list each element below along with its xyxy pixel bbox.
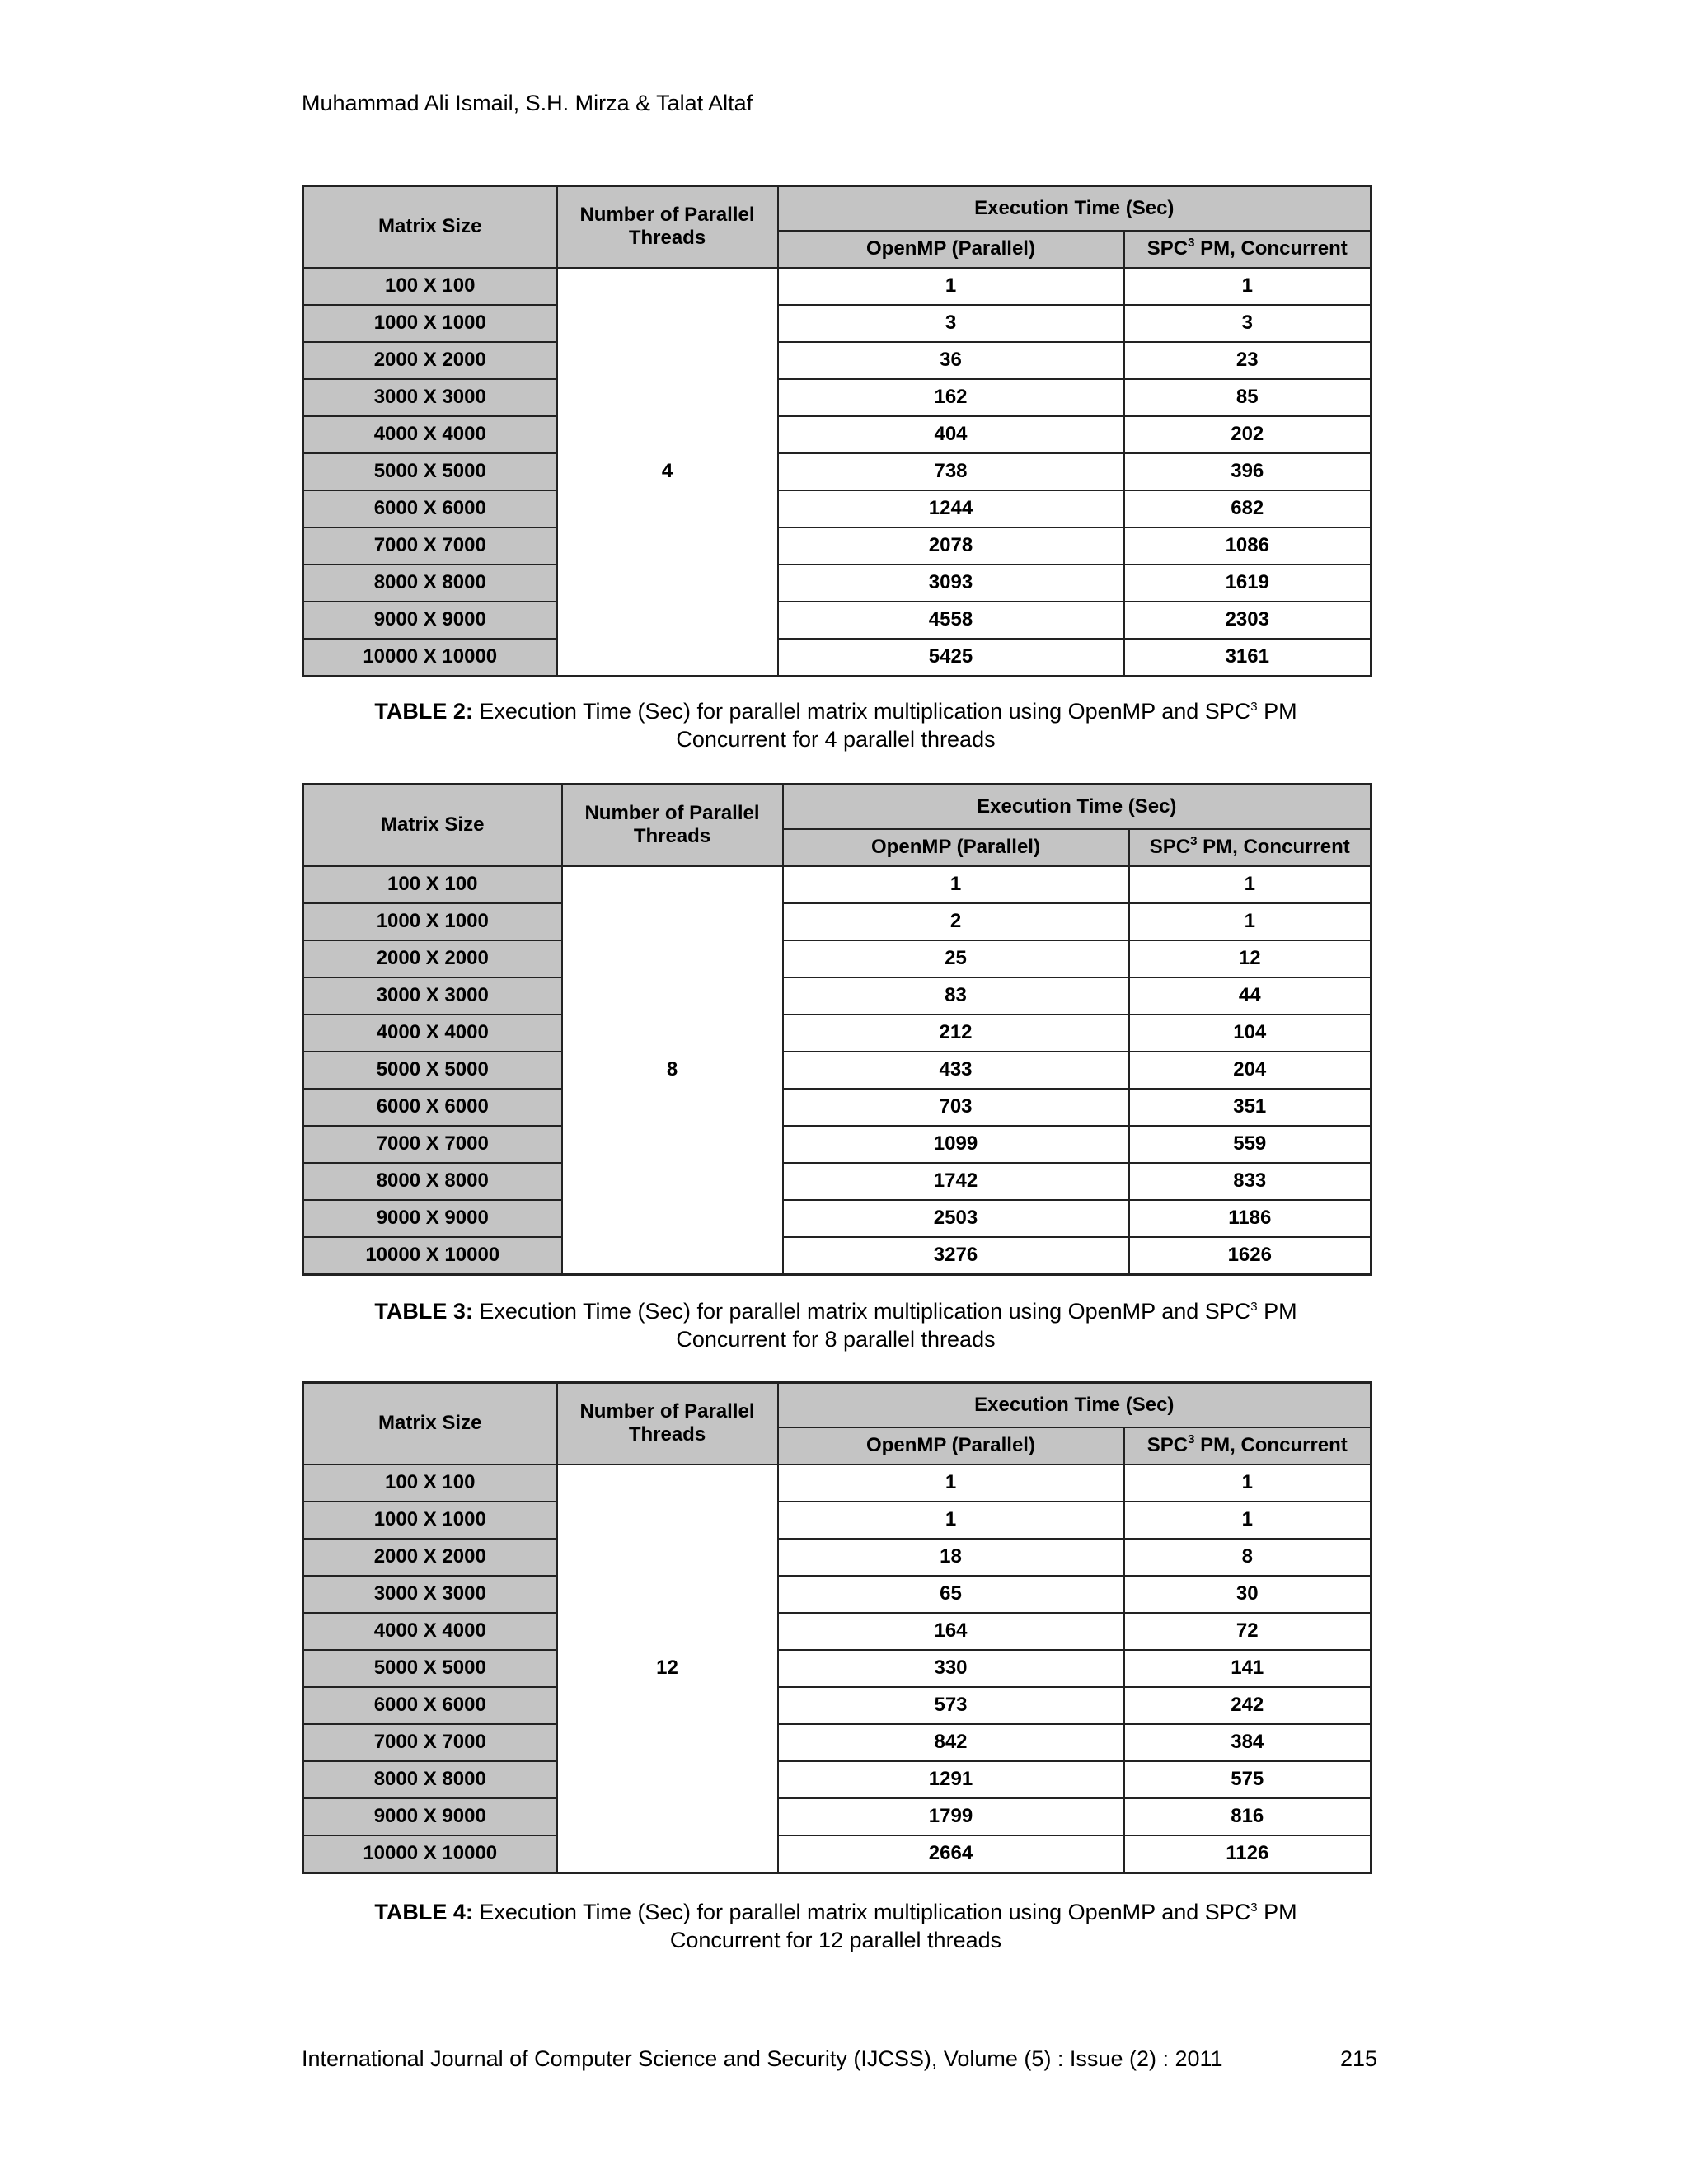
col-header-spc: SPC$^3$ PM, Concurrent xyxy=(1124,231,1372,268)
cell-matrix-size: 6000 X 6000 xyxy=(303,1089,562,1126)
cell-matrix-size: 6000 X 6000 xyxy=(303,1687,557,1724)
running-head: Muhammad Ali Ismail, S.H. Mirza & Talat Altaf xyxy=(302,91,753,115)
table-4-caption: TABLE 4: Execution Time (Sec) for parallel matrix multiplication using OpenMP and SPC$^3$ PM Concurrent for 12 parallel threads xyxy=(374,1900,1297,1952)
cell-openmp-time: 162 xyxy=(778,379,1124,416)
cell-openmp-time: 433 xyxy=(783,1052,1129,1089)
table-3-caption: TABLE 3: Execution Time (Sec) for parallel matrix multiplication using OpenMP and SPC$^3$ PM Concurrent for 8 parallel threads xyxy=(374,1299,1297,1352)
table-row xyxy=(303,527,1372,565)
cell-openmp-time: 703 xyxy=(783,1089,1129,1126)
cell-openmp-time: 1244 xyxy=(778,490,1124,527)
cell-matrix-size: 9000 X 9000 xyxy=(303,602,557,639)
table-row xyxy=(303,1539,1372,1576)
cell-spc-time: 682 xyxy=(1124,490,1372,527)
cell-openmp-time: 2 xyxy=(783,903,1129,940)
col-header-threads: Number of Parallel Threads xyxy=(562,785,783,866)
table-row xyxy=(303,639,1372,677)
cell-openmp-time: 1 xyxy=(778,1465,1124,1502)
cell-openmp-time: 164 xyxy=(778,1613,1124,1650)
cell-spc-time: 833 xyxy=(1129,1163,1372,1200)
cell-openmp-time: 83 xyxy=(783,977,1129,1015)
table-row xyxy=(303,1650,1372,1687)
cell-openmp-time: 3276 xyxy=(783,1237,1129,1275)
cell-spc-time: 1 xyxy=(1129,866,1372,903)
table-2-caption: TABLE 2: Execution Time (Sec) for parallel matrix multiplication using OpenMP and SPC$^3$ PM Concurrent for 4 parallel threads xyxy=(374,699,1297,752)
cell-spc-time: 44 xyxy=(1129,977,1372,1015)
cell-openmp-time: 212 xyxy=(783,1015,1129,1052)
table-row xyxy=(303,565,1372,602)
table-4 xyxy=(302,1381,1370,1874)
col-header-matrix-size: Matrix Size xyxy=(303,1383,557,1465)
table-row xyxy=(303,416,1372,453)
cell-openmp-time: 573 xyxy=(778,1687,1124,1724)
cell-spc-time: 202 xyxy=(1124,416,1372,453)
cell-matrix-size: 7000 X 7000 xyxy=(303,1126,562,1163)
cell-spc-time: 351 xyxy=(1129,1089,1372,1126)
cell-spc-time: 396 xyxy=(1124,453,1372,490)
col-header-threads: Number of Parallel Threads xyxy=(557,186,778,268)
cell-openmp-time: 1099 xyxy=(783,1126,1129,1163)
col-header-exec-time: Execution Time (Sec) xyxy=(783,785,1372,829)
cell-openmp-time: 36 xyxy=(778,342,1124,379)
cell-matrix-size: 4000 X 4000 xyxy=(303,1613,557,1650)
results-table xyxy=(302,185,1372,677)
table-row xyxy=(303,1687,1372,1724)
cell-thread-count: 4 xyxy=(557,268,778,677)
cell-spc-time: 85 xyxy=(1124,379,1372,416)
cell-spc-time: 1 xyxy=(1124,1465,1372,1502)
col-header-threads: Number of Parallel Threads xyxy=(557,1383,778,1465)
cell-matrix-size: 7000 X 7000 xyxy=(303,1724,557,1761)
table-row xyxy=(303,1015,1372,1052)
table-row xyxy=(303,977,1372,1015)
col-header-exec-time: Execution Time (Sec) xyxy=(778,186,1372,231)
cell-matrix-size: 7000 X 7000 xyxy=(303,527,557,565)
table-row xyxy=(303,1576,1372,1613)
cell-matrix-size: 1000 X 1000 xyxy=(303,305,557,342)
cell-openmp-time: 404 xyxy=(778,416,1124,453)
table-row xyxy=(303,1613,1372,1650)
table-row xyxy=(303,903,1372,940)
cell-matrix-size: 9000 X 9000 xyxy=(303,1798,557,1835)
cell-matrix-size: 6000 X 6000 xyxy=(303,490,557,527)
journal-footer: International Journal of Computer Science and Security (IJCSS), Volume (5) : Issue (2) : 2011 xyxy=(302,2046,1223,2071)
results-table xyxy=(302,783,1372,1276)
col-header-exec-time: Execution Time (Sec) xyxy=(778,1383,1372,1427)
col-header-matrix-size: Matrix Size xyxy=(303,785,562,866)
col-header-openmp: OpenMP (Parallel) xyxy=(778,231,1124,268)
col-header-matrix-size: Matrix Size xyxy=(303,186,557,268)
cell-openmp-time: 1291 xyxy=(778,1761,1124,1798)
cell-openmp-time: 1799 xyxy=(778,1798,1124,1835)
cell-openmp-time: 3093 xyxy=(778,565,1124,602)
cell-spc-time: 1186 xyxy=(1129,1200,1372,1237)
cell-spc-time: 1626 xyxy=(1129,1237,1372,1275)
table-row xyxy=(303,866,1372,903)
cell-matrix-size: 5000 X 5000 xyxy=(303,1650,557,1687)
table-row xyxy=(303,602,1372,639)
cell-spc-time: 2303 xyxy=(1124,602,1372,639)
cell-matrix-size: 100 X 100 xyxy=(303,866,562,903)
cell-spc-time: 1619 xyxy=(1124,565,1372,602)
table-row xyxy=(303,1724,1372,1761)
cell-spc-time: 30 xyxy=(1124,1576,1372,1613)
table-row xyxy=(303,379,1372,416)
col-header-openmp: OpenMP (Parallel) xyxy=(778,1427,1124,1465)
table-row xyxy=(303,1835,1372,1873)
cell-matrix-size: 2000 X 2000 xyxy=(303,342,557,379)
cell-spc-time: 23 xyxy=(1124,342,1372,379)
cell-matrix-size: 9000 X 9000 xyxy=(303,1200,562,1237)
cell-matrix-size: 1000 X 1000 xyxy=(303,903,562,940)
table-3 xyxy=(302,783,1370,1276)
table-body xyxy=(303,1465,1372,1873)
table-row xyxy=(303,268,1372,305)
cell-openmp-time: 2078 xyxy=(778,527,1124,565)
cell-spc-time: 1 xyxy=(1124,268,1372,305)
cell-thread-count: 12 xyxy=(557,1465,778,1873)
cell-openmp-time: 18 xyxy=(778,1539,1124,1576)
cell-matrix-size: 2000 X 2000 xyxy=(303,940,562,977)
cell-spc-time: 3161 xyxy=(1124,639,1372,677)
cell-spc-time: 1086 xyxy=(1124,527,1372,565)
col-header-spc: SPC$^3$ PM, Concurrent xyxy=(1129,829,1372,866)
table-body xyxy=(303,268,1372,677)
cell-openmp-time: 738 xyxy=(778,453,1124,490)
cell-matrix-size: 8000 X 8000 xyxy=(303,1761,557,1798)
table-row xyxy=(303,940,1372,977)
cell-matrix-size: 3000 X 3000 xyxy=(303,977,562,1015)
cell-openmp-time: 842 xyxy=(778,1724,1124,1761)
cell-spc-time: 204 xyxy=(1129,1052,1372,1089)
cell-openmp-time: 2503 xyxy=(783,1200,1129,1237)
cell-openmp-time: 65 xyxy=(778,1576,1124,1613)
cell-openmp-time: 330 xyxy=(778,1650,1124,1687)
col-header-openmp: OpenMP (Parallel) xyxy=(783,829,1129,866)
cell-matrix-size: 100 X 100 xyxy=(303,268,557,305)
cell-spc-time: 1 xyxy=(1129,903,1372,940)
cell-spc-time: 816 xyxy=(1124,1798,1372,1835)
cell-spc-time: 3 xyxy=(1124,305,1372,342)
table-row xyxy=(303,1798,1372,1835)
table-row xyxy=(303,1089,1372,1126)
cell-spc-time: 8 xyxy=(1124,1539,1372,1576)
table-row xyxy=(303,1200,1372,1237)
table-row xyxy=(303,1163,1372,1200)
table-body xyxy=(303,866,1372,1275)
cell-spc-time: 141 xyxy=(1124,1650,1372,1687)
table-row xyxy=(303,1052,1372,1089)
table-row xyxy=(303,453,1372,490)
table-row xyxy=(303,305,1372,342)
table-row xyxy=(303,1761,1372,1798)
cell-matrix-size: 4000 X 4000 xyxy=(303,1015,562,1052)
cell-openmp-time: 1 xyxy=(778,268,1124,305)
cell-openmp-time: 3 xyxy=(778,305,1124,342)
table-row xyxy=(303,1502,1372,1539)
cell-openmp-time: 1 xyxy=(783,866,1129,903)
cell-spc-time: 384 xyxy=(1124,1724,1372,1761)
cell-openmp-time: 2664 xyxy=(778,1835,1124,1873)
table-row xyxy=(303,490,1372,527)
cell-matrix-size: 5000 X 5000 xyxy=(303,453,557,490)
cell-spc-time: 1126 xyxy=(1124,1835,1372,1873)
table-row xyxy=(303,1237,1372,1275)
cell-openmp-time: 25 xyxy=(783,940,1129,977)
cell-openmp-time: 4558 xyxy=(778,602,1124,639)
cell-matrix-size: 10000 X 10000 xyxy=(303,639,557,677)
table-row xyxy=(303,342,1372,379)
cell-openmp-time: 1 xyxy=(778,1502,1124,1539)
cell-matrix-size: 10000 X 10000 xyxy=(303,1237,562,1275)
cell-spc-time: 575 xyxy=(1124,1761,1372,1798)
table-row xyxy=(303,1126,1372,1163)
cell-spc-time: 104 xyxy=(1129,1015,1372,1052)
cell-thread-count: 8 xyxy=(562,866,783,1275)
cell-openmp-time: 5425 xyxy=(778,639,1124,677)
cell-spc-time: 559 xyxy=(1129,1126,1372,1163)
col-header-spc: SPC$^3$ PM, Concurrent xyxy=(1124,1427,1372,1465)
table-2 xyxy=(302,185,1370,677)
cell-spc-time: 242 xyxy=(1124,1687,1372,1724)
page-number: 215 xyxy=(1340,2046,1378,2071)
cell-matrix-size: 3000 X 3000 xyxy=(303,379,557,416)
results-table xyxy=(302,1381,1372,1874)
cell-matrix-size: 8000 X 8000 xyxy=(303,1163,562,1200)
cell-matrix-size: 8000 X 8000 xyxy=(303,565,557,602)
cell-matrix-size: 3000 X 3000 xyxy=(303,1576,557,1613)
cell-spc-time: 1 xyxy=(1124,1502,1372,1539)
table-row xyxy=(303,1465,1372,1502)
cell-matrix-size: 5000 X 5000 xyxy=(303,1052,562,1089)
cell-matrix-size: 2000 X 2000 xyxy=(303,1539,557,1576)
cell-openmp-time: 1742 xyxy=(783,1163,1129,1200)
cell-spc-time: 72 xyxy=(1124,1613,1372,1650)
cell-matrix-size: 100 X 100 xyxy=(303,1465,557,1502)
cell-matrix-size: 1000 X 1000 xyxy=(303,1502,557,1539)
cell-matrix-size: 4000 X 4000 xyxy=(303,416,557,453)
cell-spc-time: 12 xyxy=(1129,940,1372,977)
cell-matrix-size: 10000 X 10000 xyxy=(303,1835,557,1873)
